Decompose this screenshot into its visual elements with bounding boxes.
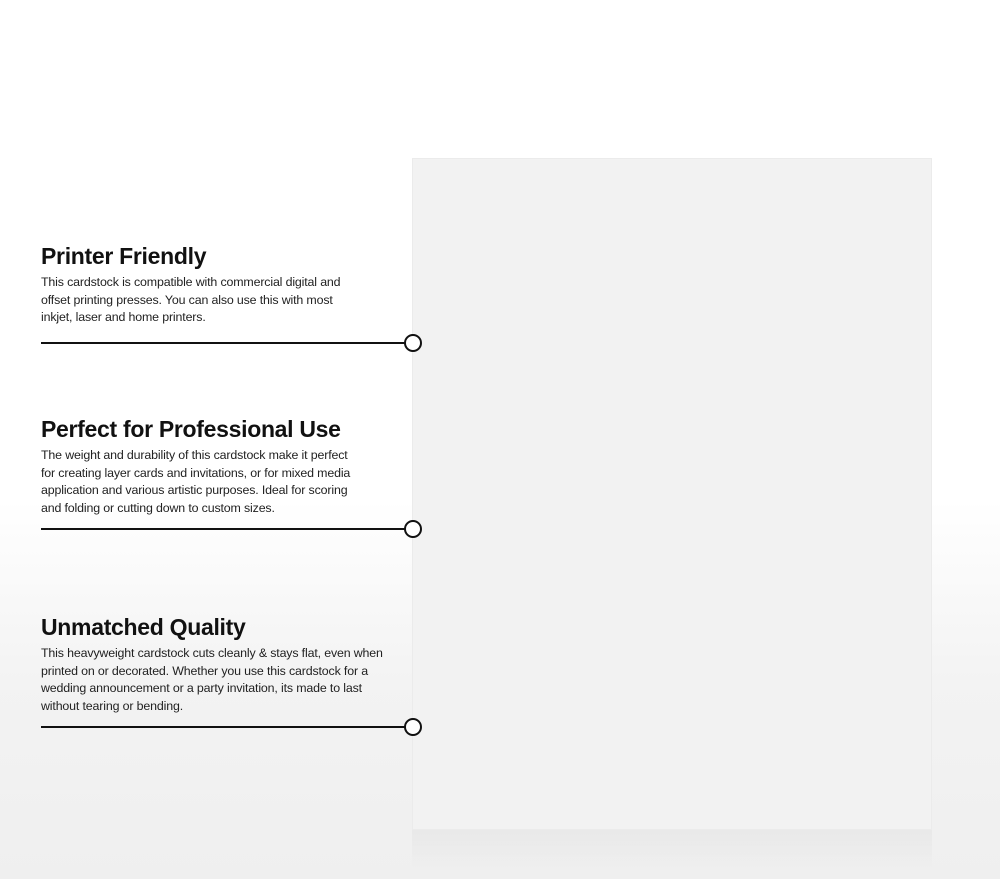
feature-printer-friendly	[41, 242, 401, 327]
feature-connector	[41, 717, 423, 737]
feature-title: Printer Friendly	[41, 243, 207, 269]
feature-description: The weight and durability of this cardstock make it perfect for creating layer cards and invitations, or for mixed media application and various artistic purposes. Ideal for scoring and folding or cutting down to custom sizes.	[41, 448, 351, 515]
paper-shadow	[412, 830, 932, 870]
connector-dot-icon	[404, 718, 422, 736]
connector-line	[41, 342, 405, 344]
cardstock-paper-image	[412, 158, 932, 830]
feature-description: This heavyweight cardstock cuts cleanly & stays flat, even when printed on or decorated. Whether you use this cardstock for a wedding announcement or a party invitation, its made to last without tearing or bending.	[41, 646, 383, 713]
feature-description: This cardstock is compatible with commercial digital and offset printing presses. You can also use this with most inkjet, laser and home printers.	[41, 275, 341, 325]
connector-line	[41, 528, 405, 530]
connector-line	[41, 726, 405, 728]
connector-dot-icon	[404, 520, 422, 538]
feature-connector	[41, 333, 423, 353]
feature-title: Unmatched Quality	[41, 614, 246, 640]
feature-unmatched-quality	[41, 613, 401, 715]
feature-professional-use	[41, 415, 401, 517]
feature-title: Perfect for Professional Use	[41, 416, 341, 442]
feature-connector	[41, 519, 423, 539]
connector-dot-icon	[404, 334, 422, 352]
